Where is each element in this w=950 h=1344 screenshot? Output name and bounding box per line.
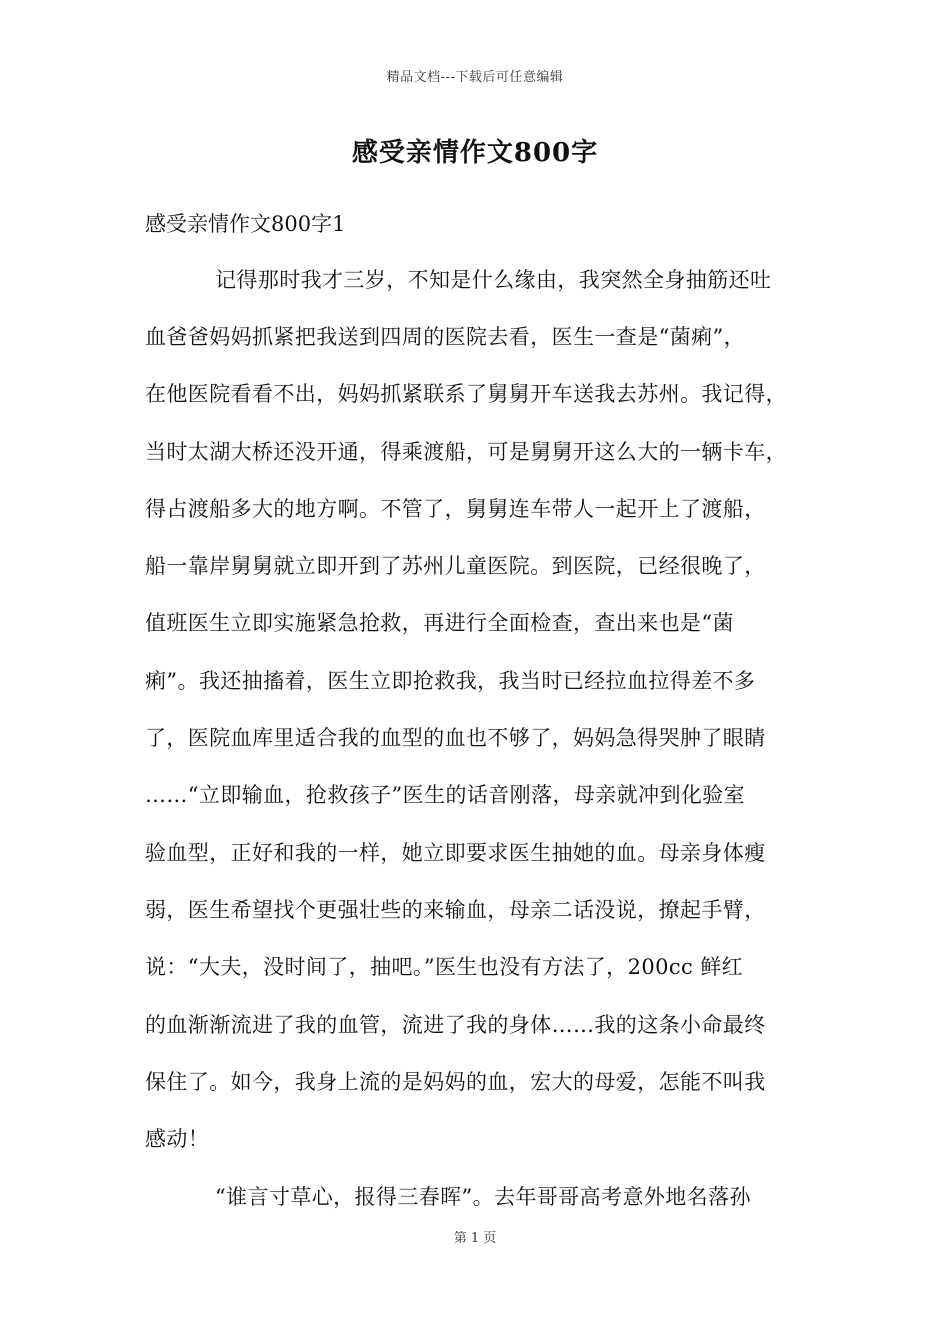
page-number: 第 1 页 [453, 1231, 497, 1246]
body-line: 的血渐渐流进了我的血管，流进了我的身体……我的这条小命最终 [145, 1013, 766, 1037]
body-line: 保住了。如今，我身上流的是妈妈的血，宏大的母爱，怎能不叫我 [145, 1070, 766, 1094]
body-line: “谁言寸草心，报得三春晖”。去年哥哥高考意外地名落孙 [215, 1185, 751, 1209]
body-line: 值班医生立即实施紧急抢救，再进行全面检查，查出来也是“菌 [145, 611, 734, 635]
body-line: 感动！ [145, 1127, 210, 1151]
body-line: 说：“大夫，没时间了，抽吧。”医生也没有方法了，200cc 鲜红 [145, 955, 744, 979]
body-line: 弱，医生希望找个更强壮些的来输血，母亲二话没说，撩起手臂， [145, 898, 766, 922]
body-line: ……“立即输血，抢救孩子”医生的话音刚落，母亲就冲到化验室 [145, 783, 746, 807]
body-line: 验血型，正好和我的一样，她立即要求医生抽她的血。母亲身体瘦 [145, 841, 766, 865]
body-line: 当时太湖大桥还没开通，得乘渡船，可是舅舅开这么大的一辆卡车， [145, 440, 787, 464]
body-line: 血爸爸妈妈抓紧把我送到四周的医院去看，医生一查是“菌痢”， [145, 325, 746, 349]
body-line: 得占渡船多大的地方啊。不管了，舅舅连车带人一起开上了渡船， [145, 497, 766, 521]
body-line: 了，医院血库里适合我的血型的血也不够了，妈妈急得哭肿了眼睛 [145, 726, 766, 750]
body-line: 在他医院看看不出，妈妈抓紧联系了舅舅开车送我去苏州。我记得， [145, 382, 787, 406]
document-subtitle: 感受亲情作文800字1 [145, 212, 346, 236]
document-title: 感受亲情作文800字 [351, 138, 599, 168]
body-line: 船一靠岸舅舅就立即开到了苏州儿童医院。到医院，已经很晚了， [145, 554, 766, 578]
page-header: 精品文档---下载后可任意编辑 [386, 70, 564, 85]
body-line: 记得那时我才三岁，不知是什么缘由，我突然全身抽筋还吐 [215, 268, 772, 292]
body-line: 痢”。我还抽搐着，医生立即抢救我，我当时已经拉血拉得差不多 [145, 669, 756, 693]
